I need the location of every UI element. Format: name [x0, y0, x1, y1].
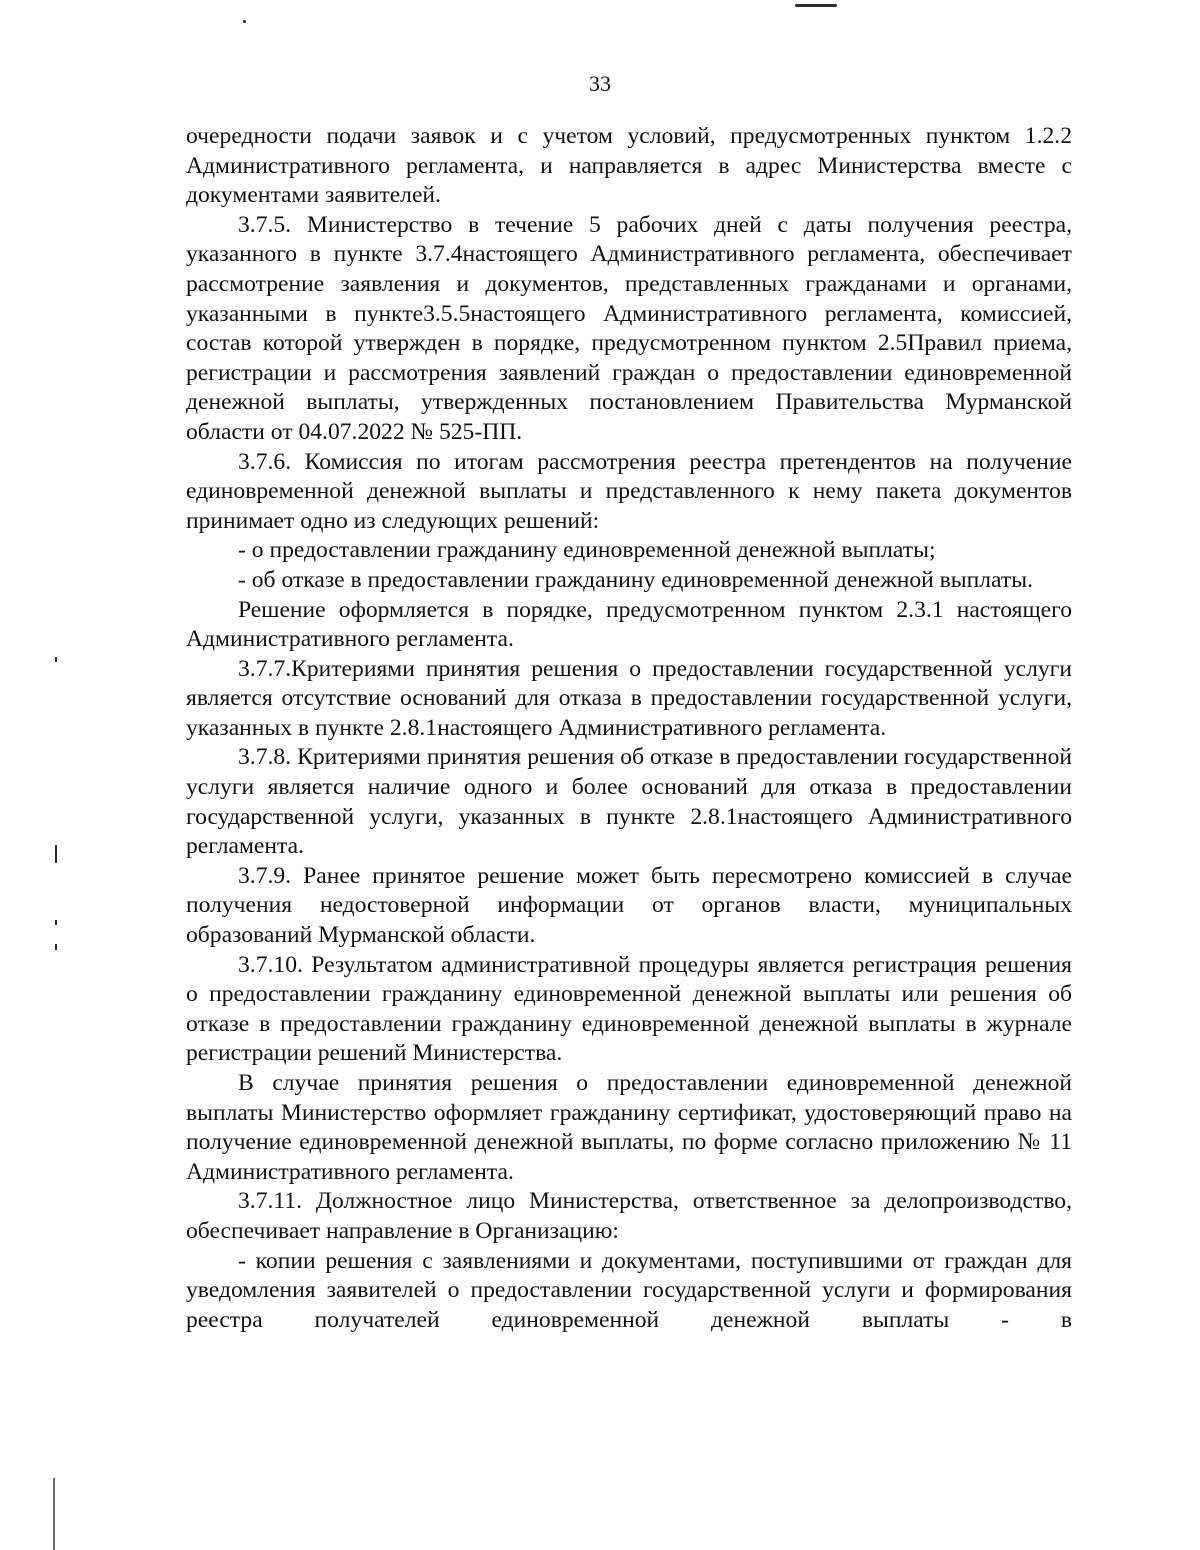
scan-mark-left-dot: [55, 657, 57, 662]
scan-mark-left-dot: [55, 920, 57, 925]
paragraph-3-7-8: 3.7.8. Критериями принятия решения об отказе в предоставлении государственной услуги является наличие одного и более оснований для отказа в предоставлении государственной услуги, указанных в пункте 2.8.1настоящего Административного регламента.: [186, 744, 1072, 860]
list-item-grant-decision: - о предоставлении гражданину единовременной денежной выплаты;: [238, 537, 936, 564]
scan-mark-left-dot: [55, 944, 57, 950]
paragraph-3-7-10: 3.7.10. Результатом административной процедуры является регистрация решения о предоставлении гражданину единовременной денежной выплаты или решения об отказе в предоставлении гражданину единовременной денежной выплаты в журнале регистрации решений Министерства.: [186, 951, 1072, 1067]
scan-mark-left-bar: [55, 845, 57, 863]
paragraph-3-7-11: 3.7.11. Должностное лицо Министерства, ответственное за делопроизводство, обеспечивает направление в Организацию:: [186, 1188, 1072, 1244]
paragraph-3-7-9: 3.7.9. Ранее принятое решение может быть пересмотрено комиссией в случае получения недостоверной информации от органов власти, муниципальных образований Мурманской области.: [186, 862, 1072, 949]
scan-mark-top-dot: [243, 20, 246, 23]
list-item-decision-copies: - копии решения с заявлениями и документами, поступившими от граждан для уведомления заявителей о предоставлении государственной услуги и формирования реестра получателей единовременной денежной выплаты - в: [186, 1247, 1072, 1333]
paragraph-3-7-5: 3.7.5. Министерство в течение 5 рабочих дней с даты получения реестра, указанного в пункте 3.7.4настоящего Административного регламента, обеспечивает рассмотрение заявления и документов, представленных гражданами и органами, указанными в пункте3.5.5настоящего Административного регламента, комиссией, состав которой утвержден в порядке, предусмотренном пунктом 2.5Правил приема, регистрации и рассмотрения заявлений граждан о предоставлении единовременной денежной выплаты, утвержденных постановлением Правительства Мурманской области от 04.07.2022 № 525-ПП.: [186, 211, 1072, 445]
scan-mark-top-dash: [795, 4, 837, 7]
paragraph-continuation: очередности подачи заявок и с учетом условий, предусмотренных пунктом 1.2.2 Административного регламента, и направляется в адрес Министерства вместе с документами заявителей.: [186, 123, 1072, 209]
paragraph-3-7-6: 3.7.6. Комиссия по итогам рассмотрения реестра претендентов на получение единовременной денежной выплаты и представленного к нему пакета документов принимает одно из следующих решений:: [186, 448, 1072, 534]
paragraph-decision-formalization: Решение оформляется в порядке, предусмотренном пунктом 2.3.1 настоящего Административного регламента.: [186, 596, 1072, 653]
list-item-refusal-decision: - об отказе в предоставлении гражданину единовременной денежной выплаты.: [238, 566, 1033, 593]
page-number: 33: [589, 71, 611, 96]
paragraph-3-7-7: 3.7.7.Критериями принятия решения о предоставлении государственной услуги является отсутствие оснований для отказа в предоставлении государственной услуги, указанных в пункте 2.8.1настоящего Административного регламента.: [186, 655, 1072, 741]
paragraph-certificate: В случае принятия решения о предоставлении единовременной денежной выплаты Министерство оформляет гражданину сертификат, удостоверяющий право на получение единовременной денежной выплаты, по форме согласно приложению № 11 Административного регламента.: [186, 1070, 1072, 1185]
scan-mark-left-long-line: [53, 1478, 55, 1550]
document-body: [186, 122, 1072, 1335]
